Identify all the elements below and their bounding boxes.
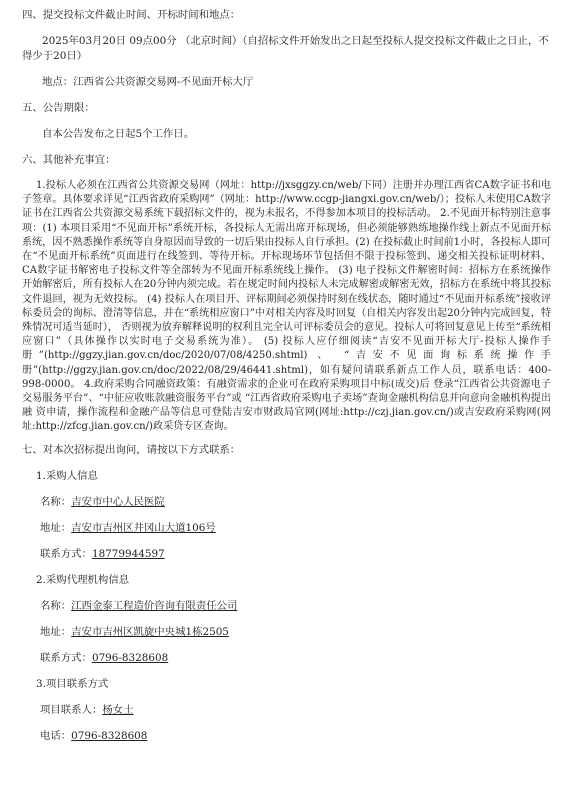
section7-heading: 七、对本次招标提出询问，请按以下方式联系：	[22, 443, 241, 456]
project-person: 杨女士	[102, 703, 134, 716]
agency-name-row	[40, 599, 551, 614]
purchaser-address-row	[40, 521, 551, 536]
agency-name: 江西金泰工程造价咨询有限责任公司	[71, 599, 238, 612]
agency-contact-row	[40, 651, 551, 666]
purchaser-contact-label: 联系方式：	[40, 547, 92, 560]
project-person-row	[40, 703, 551, 718]
section5-heading: 五、公告期限：	[22, 102, 95, 114]
project-contact-title: 3.项目联系方式	[36, 677, 109, 690]
purchaser-name-row	[40, 495, 551, 510]
section4-heading: 四、提交投标文件截止时间、开标时间和地点：	[22, 9, 241, 21]
agency-address-row	[40, 625, 551, 640]
supplementary-text: 1.投标人必须在江西省公共资源交易网（网址：http://jxsggzy.cn/web/下同）注册并办理江西省CA数字证书和电子签章。具体要求详见“江西省政府采购网”（网址：http://www.ccgp-jiangxi.gov.cn/web/）；投标人未使用CA数字证书在江西省公共资源交易系统下载招标文件的，视为未报名，不得参加本项目的投标活动。 2.不见面开标特别注意事项：(1) 本项目采用“不见面开标”系统开标，各投标人无需出席开标现场，但必须能够熟练地操作线上新点不见面开标系统，因不熟悉操作系统等自身原因而导致的一切后果由投标人自行承担。(2) 在投标截止时间前1小时，各投标人即可在“不见面开标系统”页面进行在线签到、等待开标。开标现场环节包括但不限于投标签到、递交相关投标证明材料、CA数字证书解密电子投标文件等全部转为不见面开标系统线上操作。 (3) 电子投标文件解密时间：招标方在系统操作开始解密后，所有投标人在20分钟内须完成。若在规定时间内投标人未完成解密或解密无效，招标方在系统中将其投标文件退回，视为无效投标。 (4) 投标人在项目开、评标期间必须保持时刻在线状态，随时通过“不见面开标系统”接收评标委员会的询标、澄清等信息，并在“系统相应窗口”中对相关内容及时回复（自相关内容发出起20分钟内完成回复，特殊情况可适当延时）， 否则视为放弃解释说明的权利且完全认可评标委员会的意见。投标人可将回复意见上传至“系统相应窗口”（具体操作以实时电子交易系统为准）。 (5) 投标人应仔细阅读“吉安不见面开标大厅-投标人操作手册”(http://ggzy.jian.gov.cn/doc/2020/07/08/4250.shtml) 、 “吉安不见面询标系统操作手册”(http://ggzy.jian.gov.cn/doc/2022/08/29/46441.shtml)，如有疑问请联系新点工作人员，联系电话：400-998-0000。 4.政府采购合同融资政策：有融资需求的企业可在政府采购项目中标(成交)后 登录“江西省公共资源电子交易服务平台”、“中征应收账款融资服务平台”或 “江西省政府采购电子卖场”查询金融机构信息并向意向金融机构提出融 资申请，操作流程和金融产品等信息可登陆吉安市财政局官网(网址:http://czj.jian.gov.cn/)或吉安政府采购网(网址:http://zfcg.jian.gov.cn/)政采贷专区查询。	[22, 180, 551, 433]
section6-heading: 六、其他补充事宜：	[22, 154, 116, 166]
project-phone-row	[40, 729, 551, 744]
project-phone-label: 电话：	[40, 729, 72, 742]
purchaser-title: 1.采购人信息	[36, 469, 98, 482]
project-person-label: 项目联系人：	[40, 703, 103, 716]
project-phone: 0796-8328608	[71, 729, 148, 742]
agency-address: 吉安市吉州区凯旋中央城1栋2505	[71, 625, 229, 638]
agency-contact: 0796-8328608	[91, 651, 169, 664]
agency-name-label: 名称：	[40, 599, 72, 612]
bid-location: 地点：江西省公共资源交易网-不见面开标大厅	[42, 76, 254, 88]
agency-title: 2.采购代理机构信息	[36, 573, 130, 586]
purchaser-contact: 18779944597	[91, 547, 165, 560]
purchaser-contact-row	[40, 547, 551, 562]
purchaser-address-label: 地址：	[40, 521, 72, 534]
agency-address-label: 地址：	[40, 625, 72, 638]
purchaser-address: 吉安市吉州区井冈山大道106号	[71, 521, 216, 534]
notice-period: 自本公告发布之日起5个工作日。	[42, 128, 195, 140]
bid-deadline: 2025年03月20日 09点00分 （北京时间）（自招标文件开始发出之日起至投标人提交投标文件截止之日止，不得少于20日）	[22, 35, 549, 62]
purchaser-name: 吉安市中心人民医院	[71, 495, 165, 508]
purchaser-name-label: 名称：	[40, 495, 72, 508]
agency-contact-label: 联系方式：	[40, 651, 92, 664]
